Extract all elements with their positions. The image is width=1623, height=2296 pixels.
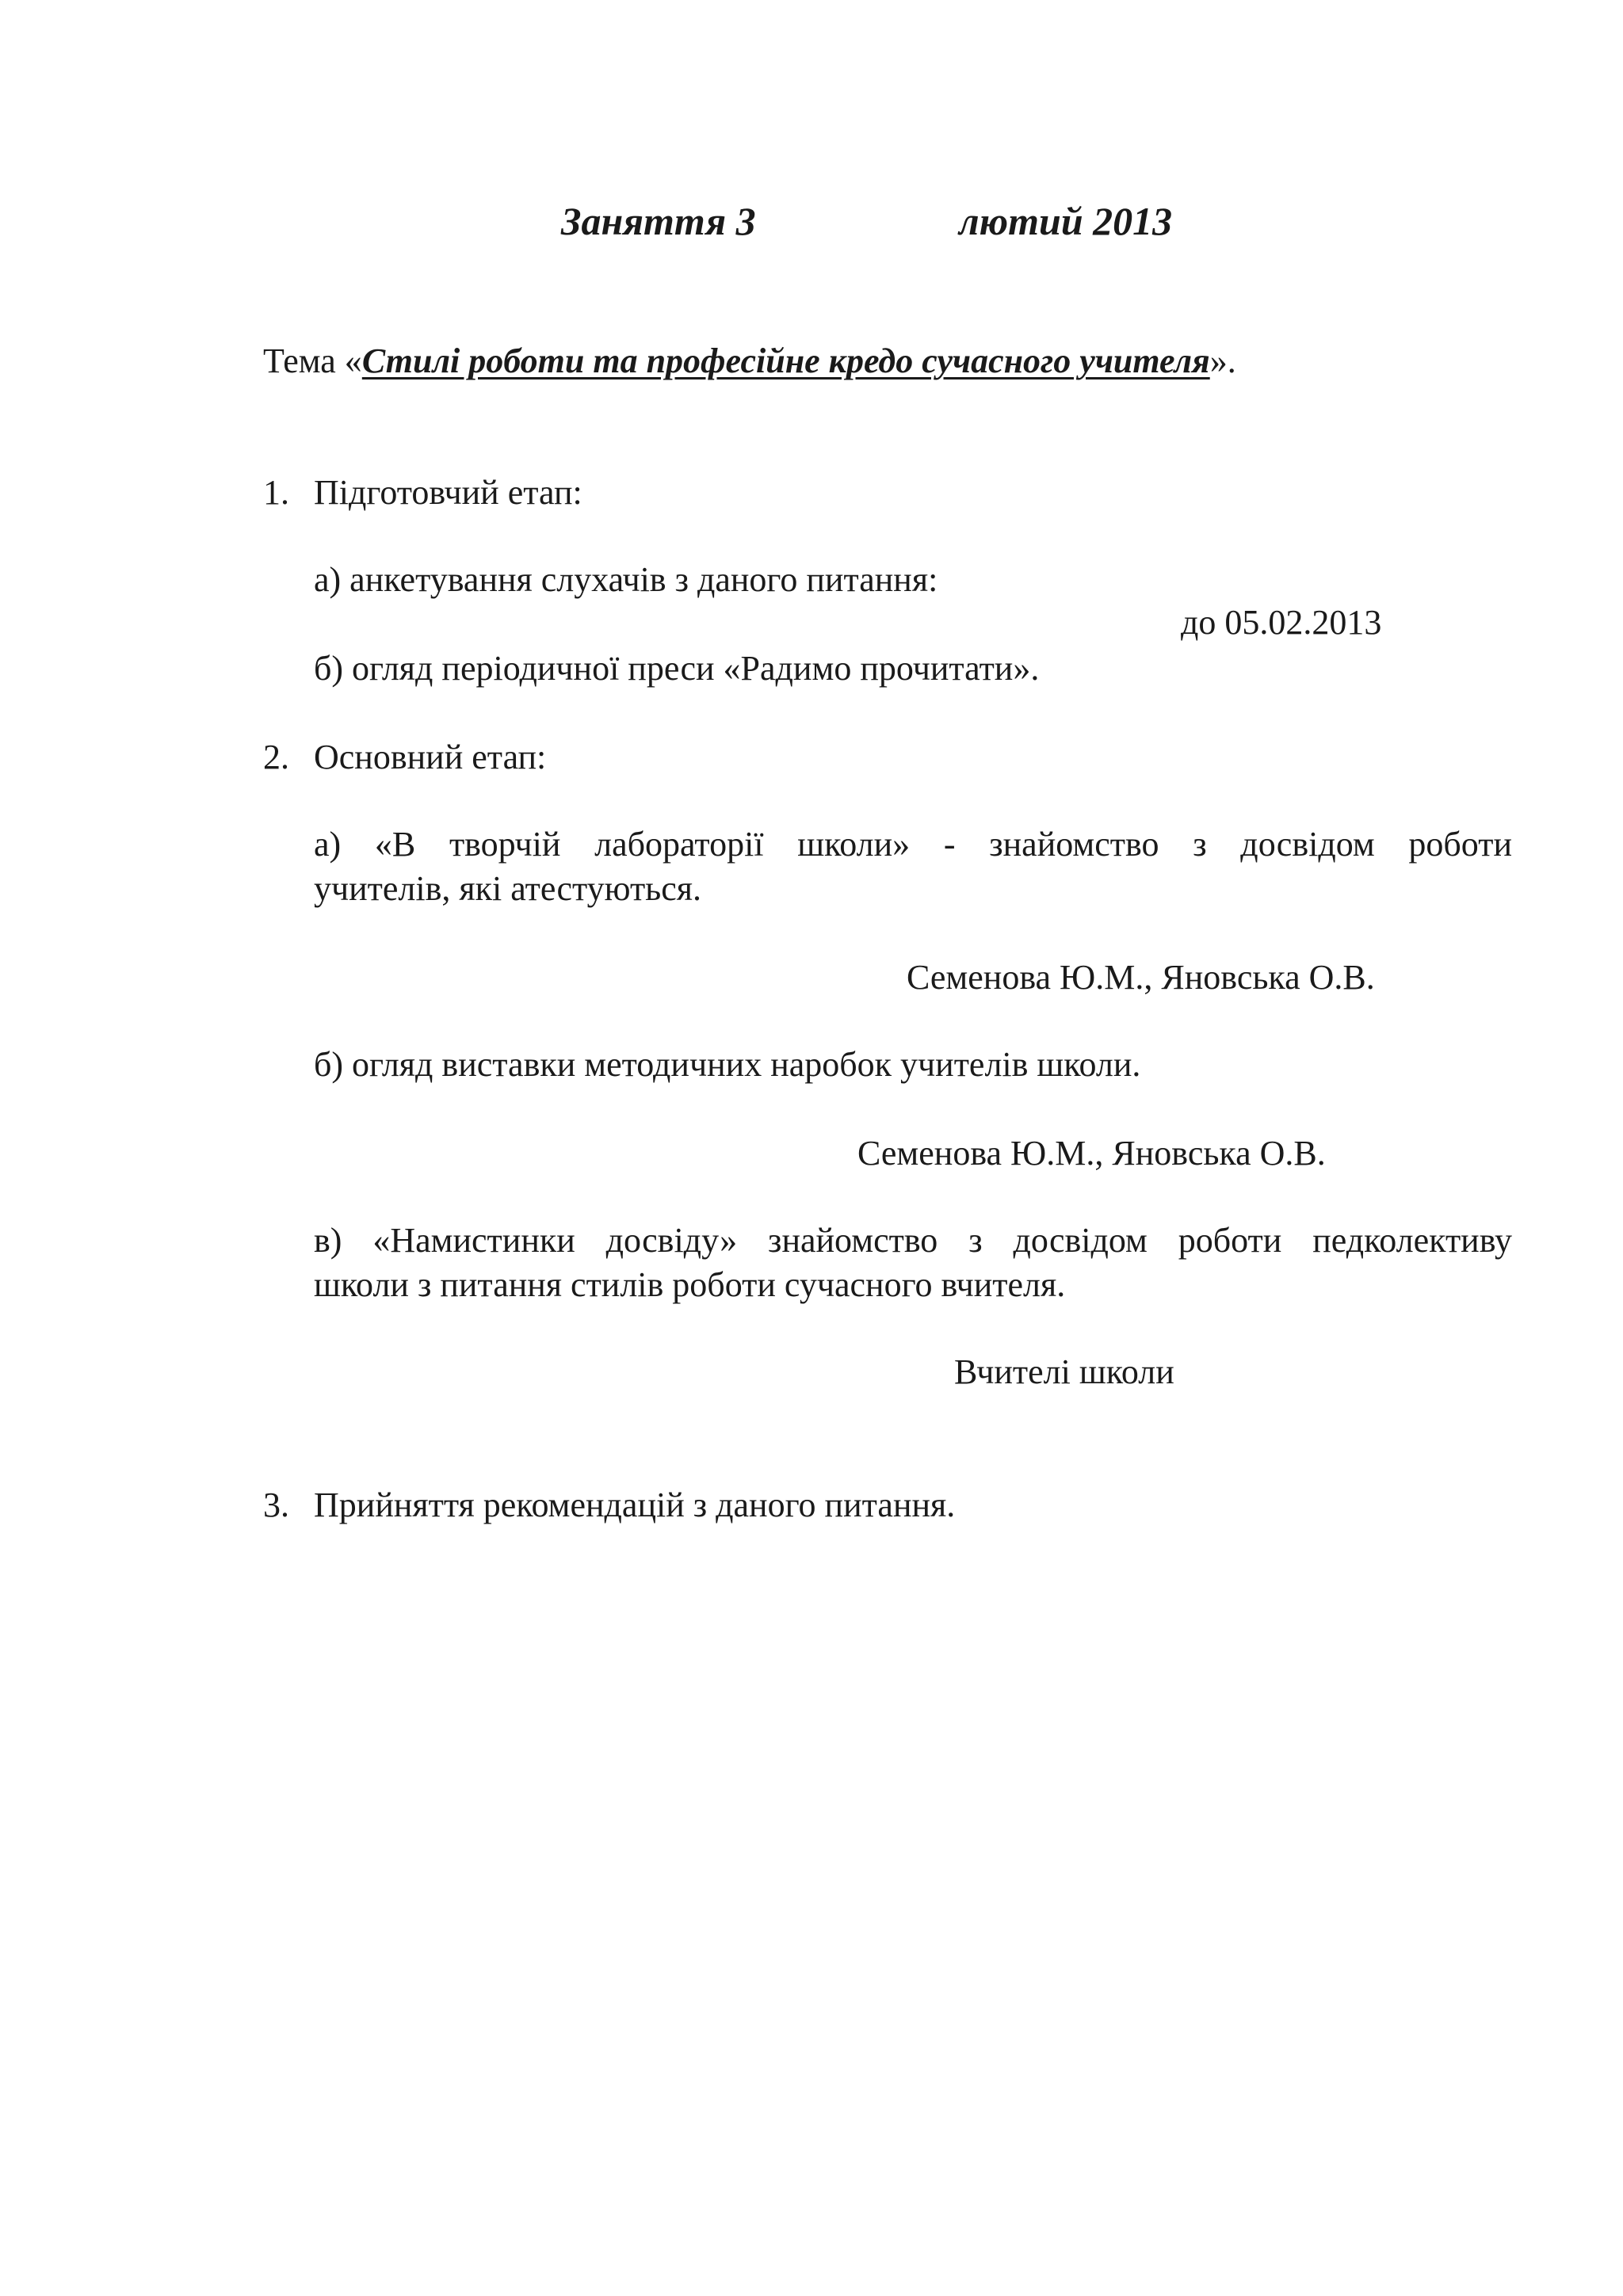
section-1-deadline: до 05.02.2013 — [1181, 603, 1382, 642]
section-1-item-a: а) анкетування слухачів з даного питання: — [314, 560, 938, 599]
section-3-heading: Прийняття рекомендацій з даного питання. — [314, 1486, 956, 1524]
section-2-heading: Основний етап: — [314, 738, 547, 776]
section-2-item-a-responsible: Семенова Ю.М., Яновська О.В. — [907, 958, 1375, 997]
section-1-number: 1. — [263, 473, 289, 512]
topic-title: Стилі роботи та професійне кредо сучасного учителя — [361, 341, 1210, 380]
section-2-item-c-line-2: школи з питання стилів роботи сучасного вчителя. — [314, 1265, 1066, 1304]
section-1-heading: Підготовчий етап: — [314, 473, 582, 512]
section-2-item-c — [314, 1219, 1512, 1307]
section-3-number: 3. — [263, 1486, 289, 1524]
topic-suffix: ». — [1209, 341, 1236, 380]
section-2-number: 2. — [263, 738, 289, 776]
section-2-item-b: б) огляд виставки методичних наробок учителів школи. — [314, 1045, 1141, 1084]
section-2-item-c-line-1: в) «Намистинки досвіду» знайомство з досвідом роботи педколективу — [314, 1221, 1512, 1260]
topic-prefix: Тема « — [263, 341, 362, 380]
section-2-item-a-line-1: а) «В творчій лабораторії школи» - знайомство з досвідом роботи — [314, 825, 1512, 864]
section-2-item-c-responsible: Вчителі школи — [954, 1352, 1174, 1391]
section-2-item-b-responsible: Семенова Ю.М., Яновська О.В. — [857, 1134, 1326, 1173]
topic-line — [263, 339, 1236, 383]
section-2-item-a — [314, 822, 1512, 911]
lesson-date: лютий 2013 — [959, 199, 1173, 243]
section-1-item-b: б) огляд періодичної преси «Радимо прочитати». — [314, 649, 1040, 688]
section-2-item-a-line-2: учителів, які атестуються. — [314, 869, 702, 908]
lesson-title: Заняття 3 — [561, 199, 756, 243]
